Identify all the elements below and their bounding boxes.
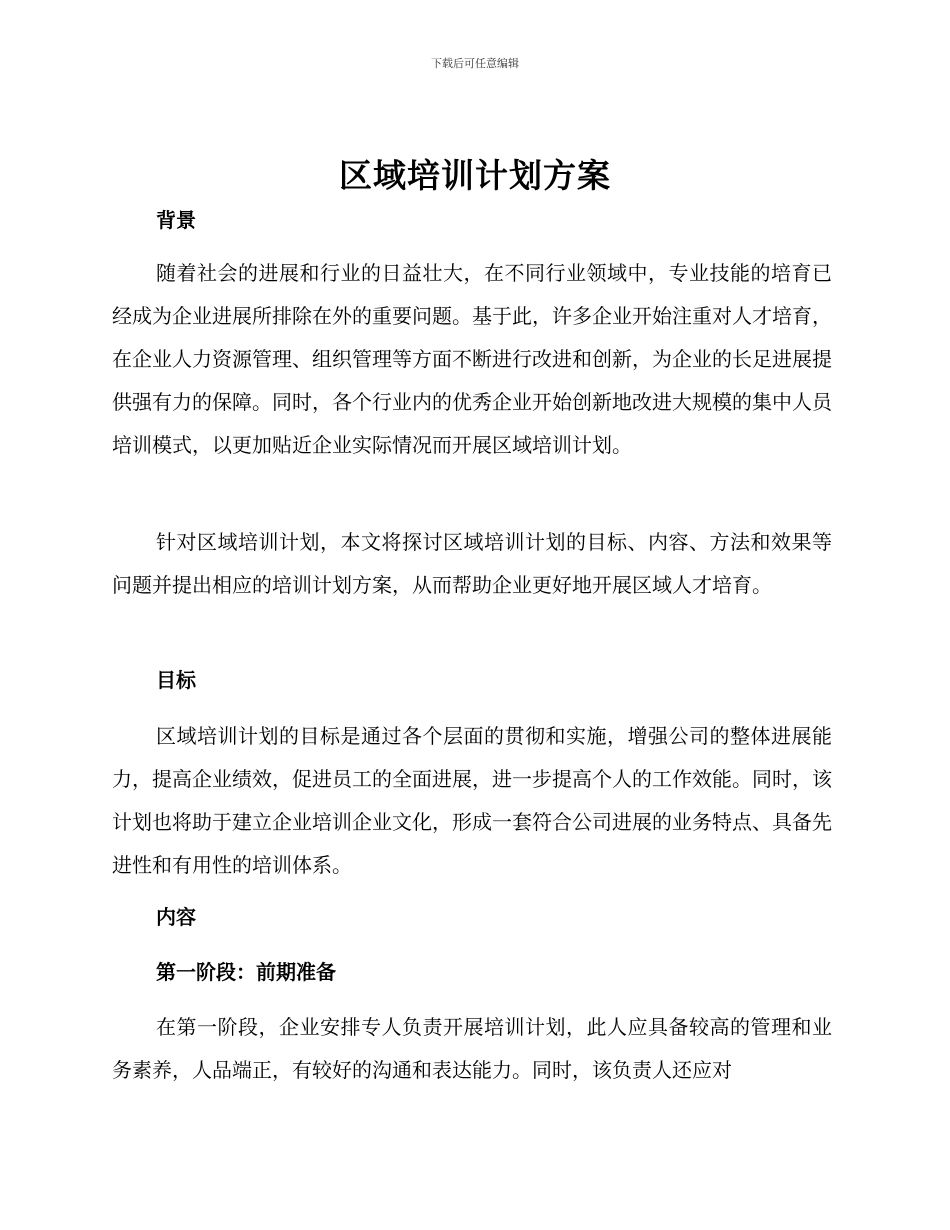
subsection-heading-stage1: 第一阶段：前期准备: [156, 960, 336, 984]
background-paragraph-2: [112, 521, 832, 607]
header-note: 下载后可任意编辑: [431, 57, 519, 70]
paragraph-text: 在第一阶段，企业安排专人负责开展培训计划，此人应具备较高的管理和业务素养，人品端正，有较好的沟通和表达能力。同时，该负责人还应对: [112, 1015, 832, 1082]
goal-paragraph-1: [112, 715, 832, 887]
document-title: 区域培训计划方案: [339, 156, 611, 195]
section-heading-goal: 目标: [156, 668, 196, 692]
section-heading-content: 内容: [156, 905, 196, 929]
section-heading-background: 背景: [156, 208, 196, 232]
background-paragraph-1: [112, 252, 832, 467]
stage1-paragraph-1: [112, 1006, 832, 1092]
paragraph-text: 区域培训计划的目标是通过各个层面的贯彻和实施，增强公司的整体进展能力，提高企业绩效，促进员工的全面进展，进一步提高个人的工作效能。同时，该计划也将助于建立企业培训企业文化，形成一套符合公司进展的业务特点、具备先进性和有用性的培训体系。: [112, 724, 832, 877]
paragraph-text: 随着社会的进展和行业的日益壮大，在不同行业领域中，专业技能的培育已经成为企业进展所排除在外的重要问题。基于此，许多企业开始注重对人才培育，在企业人力资源管理、组织管理等方面不断进行改进和创新，为企业的长足进展提供强有力的保障。同时，各个行业内的优秀企业开始创新地改进大规模的集中人员培训模式，以更加贴近企业实际情况而开展区域培训计划。: [112, 261, 832, 457]
paragraph-text: 针对区域培训计划，本文将探讨区域培训计划的目标、内容、方法和效果等问题并提出相应的培训计划方案，从而帮助企业更好地开展区域人才培育。: [112, 530, 832, 597]
